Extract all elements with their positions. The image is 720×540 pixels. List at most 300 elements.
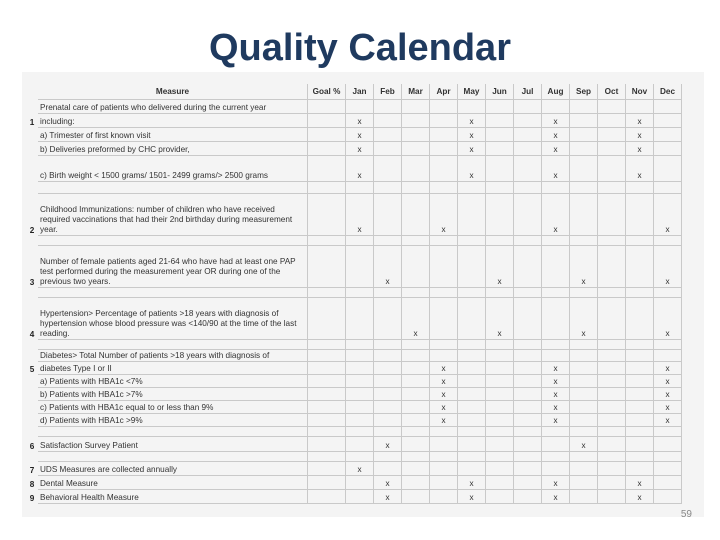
month-cell: [486, 437, 514, 452]
goal-cell: [308, 128, 346, 142]
month-cell: [374, 298, 402, 340]
month-cell: [514, 246, 542, 288]
row-number: [26, 100, 38, 114]
goal-cell: [308, 236, 346, 246]
month-cell: [654, 476, 682, 490]
month-cell: [486, 288, 514, 298]
month-cell: [346, 298, 374, 340]
measure-cell: [38, 427, 308, 437]
month-cell: [514, 114, 542, 128]
month-mark: x: [346, 194, 374, 236]
month-cell: [430, 246, 458, 288]
month-cell: [598, 114, 626, 128]
month-cell: [514, 388, 542, 401]
goal-cell: [308, 401, 346, 414]
month-cell: [626, 100, 654, 114]
month-cell: [570, 350, 598, 362]
month-cell: [346, 437, 374, 452]
month-cell: [598, 414, 626, 427]
month-cell: [346, 452, 374, 462]
month-cell: [654, 100, 682, 114]
row-number: 2: [29, 226, 35, 235]
month-cell: [514, 362, 542, 375]
measure-cell: UDS Measures are collected annually: [38, 462, 308, 476]
goal-cell: [308, 362, 346, 375]
month-cell: [430, 100, 458, 114]
month-cell: [430, 182, 458, 194]
measure-cell: Childhood Immunizations: number of children who have received required vaccinations that had their 2nd birthday during measurement year.: [38, 194, 308, 236]
month-cell: [402, 194, 430, 236]
month-cell: [486, 182, 514, 194]
month-cell: [374, 401, 402, 414]
month-cell: [402, 340, 430, 350]
month-mark: x: [654, 388, 682, 401]
month-cell: [626, 401, 654, 414]
month-mark: x: [626, 114, 654, 128]
row-number: [26, 128, 38, 142]
month-cell: [374, 182, 402, 194]
month-cell: [570, 340, 598, 350]
month-cell: [598, 182, 626, 194]
month-cell: [486, 142, 514, 156]
month-mark: x: [542, 114, 570, 128]
measure-cell: including:: [38, 114, 308, 128]
page-number: 59: [680, 509, 692, 520]
measure-cell: [38, 452, 308, 462]
row-number: [26, 236, 38, 246]
month-mark: x: [654, 414, 682, 427]
month-cell: [374, 194, 402, 236]
measure-cell: Number of female patients aged 21-64 who have had at least one PAP test performed during the measurement year OR during one of the previous two years.: [38, 246, 308, 288]
month-cell: [458, 194, 486, 236]
month-cell: [346, 182, 374, 194]
header-cell-jun: Jun: [486, 84, 514, 100]
month-cell: [570, 375, 598, 388]
month-cell: [570, 128, 598, 142]
month-cell: [458, 437, 486, 452]
month-cell: [514, 414, 542, 427]
measure-cell: [38, 182, 308, 194]
month-cell: [430, 427, 458, 437]
month-cell: [598, 490, 626, 504]
goal-cell: [308, 114, 346, 128]
measure-cell: d) Patients with HBA1c >9%: [38, 414, 308, 427]
month-cell: [402, 182, 430, 194]
month-cell: [570, 401, 598, 414]
quality-calendar-sheet: [22, 72, 704, 517]
month-mark: x: [626, 128, 654, 142]
month-cell: [570, 452, 598, 462]
month-cell: [598, 246, 626, 288]
month-cell: [570, 476, 598, 490]
month-mark: x: [346, 114, 374, 128]
month-cell: [626, 340, 654, 350]
month-cell: [542, 246, 570, 288]
month-cell: [402, 236, 430, 246]
month-mark: x: [430, 401, 458, 414]
month-cell: [514, 490, 542, 504]
month-cell: [402, 490, 430, 504]
month-cell: [598, 437, 626, 452]
month-cell: [374, 427, 402, 437]
row-number: [26, 388, 38, 401]
month-cell: [570, 427, 598, 437]
goal-cell: [308, 437, 346, 452]
month-mark: x: [346, 156, 374, 182]
month-cell: [570, 288, 598, 298]
month-cell: [430, 236, 458, 246]
measure-cell: a) Patients with HBA1c <7%: [38, 375, 308, 388]
month-mark: x: [374, 476, 402, 490]
month-cell: [486, 427, 514, 437]
month-cell: [486, 128, 514, 142]
row-number: [26, 142, 38, 156]
header-number-cell: [26, 84, 38, 100]
month-cell: [570, 414, 598, 427]
month-cell: [626, 452, 654, 462]
month-cell: [430, 490, 458, 504]
goal-cell: [308, 427, 346, 437]
month-cell: [346, 236, 374, 246]
month-mark: x: [486, 246, 514, 288]
month-cell: [402, 156, 430, 182]
month-mark: x: [374, 246, 402, 288]
month-cell: [654, 350, 682, 362]
month-cell: [458, 427, 486, 437]
month-cell: [598, 298, 626, 340]
month-cell: [430, 156, 458, 182]
month-mark: x: [346, 462, 374, 476]
month-cell: [570, 362, 598, 375]
month-cell: [402, 452, 430, 462]
month-cell: [486, 452, 514, 462]
row-number: 5: [29, 365, 35, 374]
month-cell: [514, 182, 542, 194]
month-cell: [542, 437, 570, 452]
month-cell: [654, 437, 682, 452]
month-cell: [514, 437, 542, 452]
month-cell: [570, 194, 598, 236]
row-number: [26, 427, 38, 437]
month-cell: [458, 298, 486, 340]
month-cell: [626, 427, 654, 437]
month-cell: [598, 401, 626, 414]
month-cell: [598, 388, 626, 401]
month-cell: [458, 182, 486, 194]
month-cell: [486, 462, 514, 476]
month-mark: x: [402, 298, 430, 340]
month-mark: x: [570, 246, 598, 288]
month-cell: [626, 182, 654, 194]
month-cell: [374, 128, 402, 142]
measure-cell: Satisfaction Survey Patient: [38, 437, 308, 452]
month-cell: [514, 288, 542, 298]
month-cell: [458, 340, 486, 350]
month-cell: [402, 375, 430, 388]
month-cell: [430, 476, 458, 490]
month-cell: [458, 401, 486, 414]
header-cell-sep: Sep: [570, 84, 598, 100]
month-mark: x: [626, 156, 654, 182]
month-cell: [486, 362, 514, 375]
month-cell: [402, 401, 430, 414]
month-cell: [598, 375, 626, 388]
goal-cell: [308, 182, 346, 194]
month-cell: [514, 298, 542, 340]
measure-cell: Hypertension> Percentage of patients >18 years with diagnosis of hypertension whose blood pressure was <140/90 at the time of the last reading.: [38, 298, 308, 340]
month-cell: [626, 194, 654, 236]
month-cell: [626, 462, 654, 476]
month-cell: [514, 462, 542, 476]
month-cell: [346, 340, 374, 350]
month-cell: [486, 414, 514, 427]
goal-cell: [308, 142, 346, 156]
slide-title: Quality Calendar: [209, 27, 511, 69]
month-cell: [626, 246, 654, 288]
month-cell: [542, 182, 570, 194]
header-cell-dec: Dec: [654, 84, 682, 100]
month-cell: [458, 350, 486, 362]
month-cell: [430, 142, 458, 156]
month-mark: x: [570, 298, 598, 340]
month-mark: x: [458, 142, 486, 156]
month-mark: x: [346, 142, 374, 156]
month-cell: [570, 182, 598, 194]
month-cell: [514, 452, 542, 462]
month-cell: [402, 142, 430, 156]
month-cell: [430, 340, 458, 350]
month-cell: [346, 246, 374, 288]
month-cell: [486, 401, 514, 414]
month-cell: [458, 452, 486, 462]
month-cell: [626, 414, 654, 427]
month-mark: x: [542, 490, 570, 504]
month-cell: [654, 182, 682, 194]
month-cell: [542, 298, 570, 340]
month-cell: [430, 288, 458, 298]
month-mark: x: [542, 156, 570, 182]
month-cell: [374, 452, 402, 462]
month-cell: [514, 236, 542, 246]
month-cell: [430, 350, 458, 362]
goal-cell: [308, 490, 346, 504]
month-cell: [626, 298, 654, 340]
goal-cell: [308, 462, 346, 476]
goal-cell: [308, 194, 346, 236]
month-cell: [570, 156, 598, 182]
month-cell: [374, 375, 402, 388]
month-mark: x: [374, 490, 402, 504]
month-mark: x: [570, 437, 598, 452]
month-mark: x: [430, 375, 458, 388]
month-cell: [598, 350, 626, 362]
month-cell: [626, 362, 654, 375]
month-cell: [570, 236, 598, 246]
month-cell: [402, 476, 430, 490]
month-cell: [402, 462, 430, 476]
month-mark: x: [346, 128, 374, 142]
header-cell-nov: Nov: [626, 84, 654, 100]
month-cell: [598, 476, 626, 490]
row-number: 8: [29, 480, 35, 489]
month-cell: [542, 236, 570, 246]
row-number: [26, 340, 38, 350]
month-cell: [654, 156, 682, 182]
month-mark: x: [542, 476, 570, 490]
month-cell: [570, 142, 598, 156]
month-cell: [598, 462, 626, 476]
month-cell: [458, 246, 486, 288]
month-cell: [402, 288, 430, 298]
month-cell: [486, 375, 514, 388]
month-mark: x: [542, 401, 570, 414]
measure-cell: Diabetes> Total Number of patients >18 years with diagnosis of: [38, 350, 308, 362]
month-cell: [542, 288, 570, 298]
measure-cell: [38, 340, 308, 350]
row-number: [26, 350, 38, 362]
month-cell: [458, 388, 486, 401]
goal-cell: [308, 288, 346, 298]
month-cell: [402, 414, 430, 427]
month-cell: [486, 100, 514, 114]
month-cell: [514, 401, 542, 414]
month-cell: [346, 490, 374, 504]
month-cell: [346, 414, 374, 427]
month-cell: [598, 100, 626, 114]
month-cell: [570, 114, 598, 128]
month-cell: [374, 388, 402, 401]
month-cell: [374, 156, 402, 182]
month-cell: [598, 288, 626, 298]
month-cell: [374, 414, 402, 427]
month-cell: [570, 490, 598, 504]
month-mark: x: [626, 490, 654, 504]
row-number: 1: [29, 118, 35, 127]
month-mark: x: [486, 298, 514, 340]
header-cell-aug: Aug: [542, 84, 570, 100]
header-cell-mar: Mar: [402, 84, 430, 100]
month-cell: [486, 194, 514, 236]
measure-cell: diabetes Type I or II: [38, 362, 308, 375]
month-cell: [654, 128, 682, 142]
month-cell: [486, 114, 514, 128]
month-mark: x: [458, 476, 486, 490]
month-cell: [430, 128, 458, 142]
row-number: 6: [29, 442, 35, 451]
month-cell: [514, 156, 542, 182]
header-cell-jan: Jan: [346, 84, 374, 100]
month-cell: [402, 246, 430, 288]
month-cell: [654, 236, 682, 246]
month-cell: [374, 340, 402, 350]
month-cell: [374, 114, 402, 128]
row-number: 4: [29, 330, 35, 339]
row-number: [26, 375, 38, 388]
goal-cell: [308, 350, 346, 362]
month-cell: [514, 128, 542, 142]
measure-cell: [38, 236, 308, 246]
month-mark: x: [458, 156, 486, 182]
month-cell: [374, 288, 402, 298]
month-mark: x: [374, 437, 402, 452]
month-cell: [374, 462, 402, 476]
measure-cell: c) Patients with HBA1c equal to or less than 9%: [38, 401, 308, 414]
month-cell: [486, 388, 514, 401]
month-cell: [374, 236, 402, 246]
measure-cell: [38, 288, 308, 298]
month-cell: [542, 427, 570, 437]
row-number: [26, 288, 38, 298]
month-cell: [654, 288, 682, 298]
goal-cell: [308, 414, 346, 427]
header-cell-jul: Jul: [514, 84, 542, 100]
month-mark: x: [430, 194, 458, 236]
month-cell: [346, 350, 374, 362]
month-cell: [542, 100, 570, 114]
month-cell: [514, 142, 542, 156]
month-mark: x: [458, 114, 486, 128]
month-cell: [626, 388, 654, 401]
month-cell: [542, 462, 570, 476]
month-cell: [626, 375, 654, 388]
month-cell: [486, 350, 514, 362]
goal-cell: [308, 388, 346, 401]
quality-calendar-table: [26, 84, 682, 504]
header-cell-feb: Feb: [374, 84, 402, 100]
month-cell: [430, 452, 458, 462]
month-cell: [346, 288, 374, 298]
goal-cell: [308, 156, 346, 182]
month-cell: [598, 142, 626, 156]
month-cell: [374, 350, 402, 362]
month-cell: [430, 437, 458, 452]
month-cell: [486, 156, 514, 182]
month-mark: x: [542, 375, 570, 388]
month-mark: x: [542, 362, 570, 375]
goal-cell: [308, 476, 346, 490]
month-cell: [430, 298, 458, 340]
row-number: [26, 414, 38, 427]
month-cell: [598, 452, 626, 462]
month-cell: [514, 100, 542, 114]
month-cell: [626, 288, 654, 298]
row-number: [26, 401, 38, 414]
goal-cell: [308, 375, 346, 388]
month-mark: x: [654, 298, 682, 340]
row-number: 3: [29, 278, 35, 287]
month-cell: [654, 427, 682, 437]
month-cell: [626, 437, 654, 452]
month-cell: [458, 236, 486, 246]
month-cell: [598, 340, 626, 350]
month-cell: [430, 114, 458, 128]
row-number: [26, 182, 38, 194]
month-cell: [514, 340, 542, 350]
month-cell: [346, 427, 374, 437]
month-cell: [598, 362, 626, 375]
month-cell: [626, 350, 654, 362]
month-cell: [374, 142, 402, 156]
measure-cell: Dental Measure: [38, 476, 308, 490]
month-cell: [458, 375, 486, 388]
month-cell: [654, 114, 682, 128]
month-mark: x: [458, 128, 486, 142]
month-cell: [458, 462, 486, 476]
measure-cell: Prenatal care of patients who delivered during the current year: [38, 100, 308, 114]
goal-cell: [308, 246, 346, 288]
month-mark: x: [458, 490, 486, 504]
month-cell: [654, 142, 682, 156]
